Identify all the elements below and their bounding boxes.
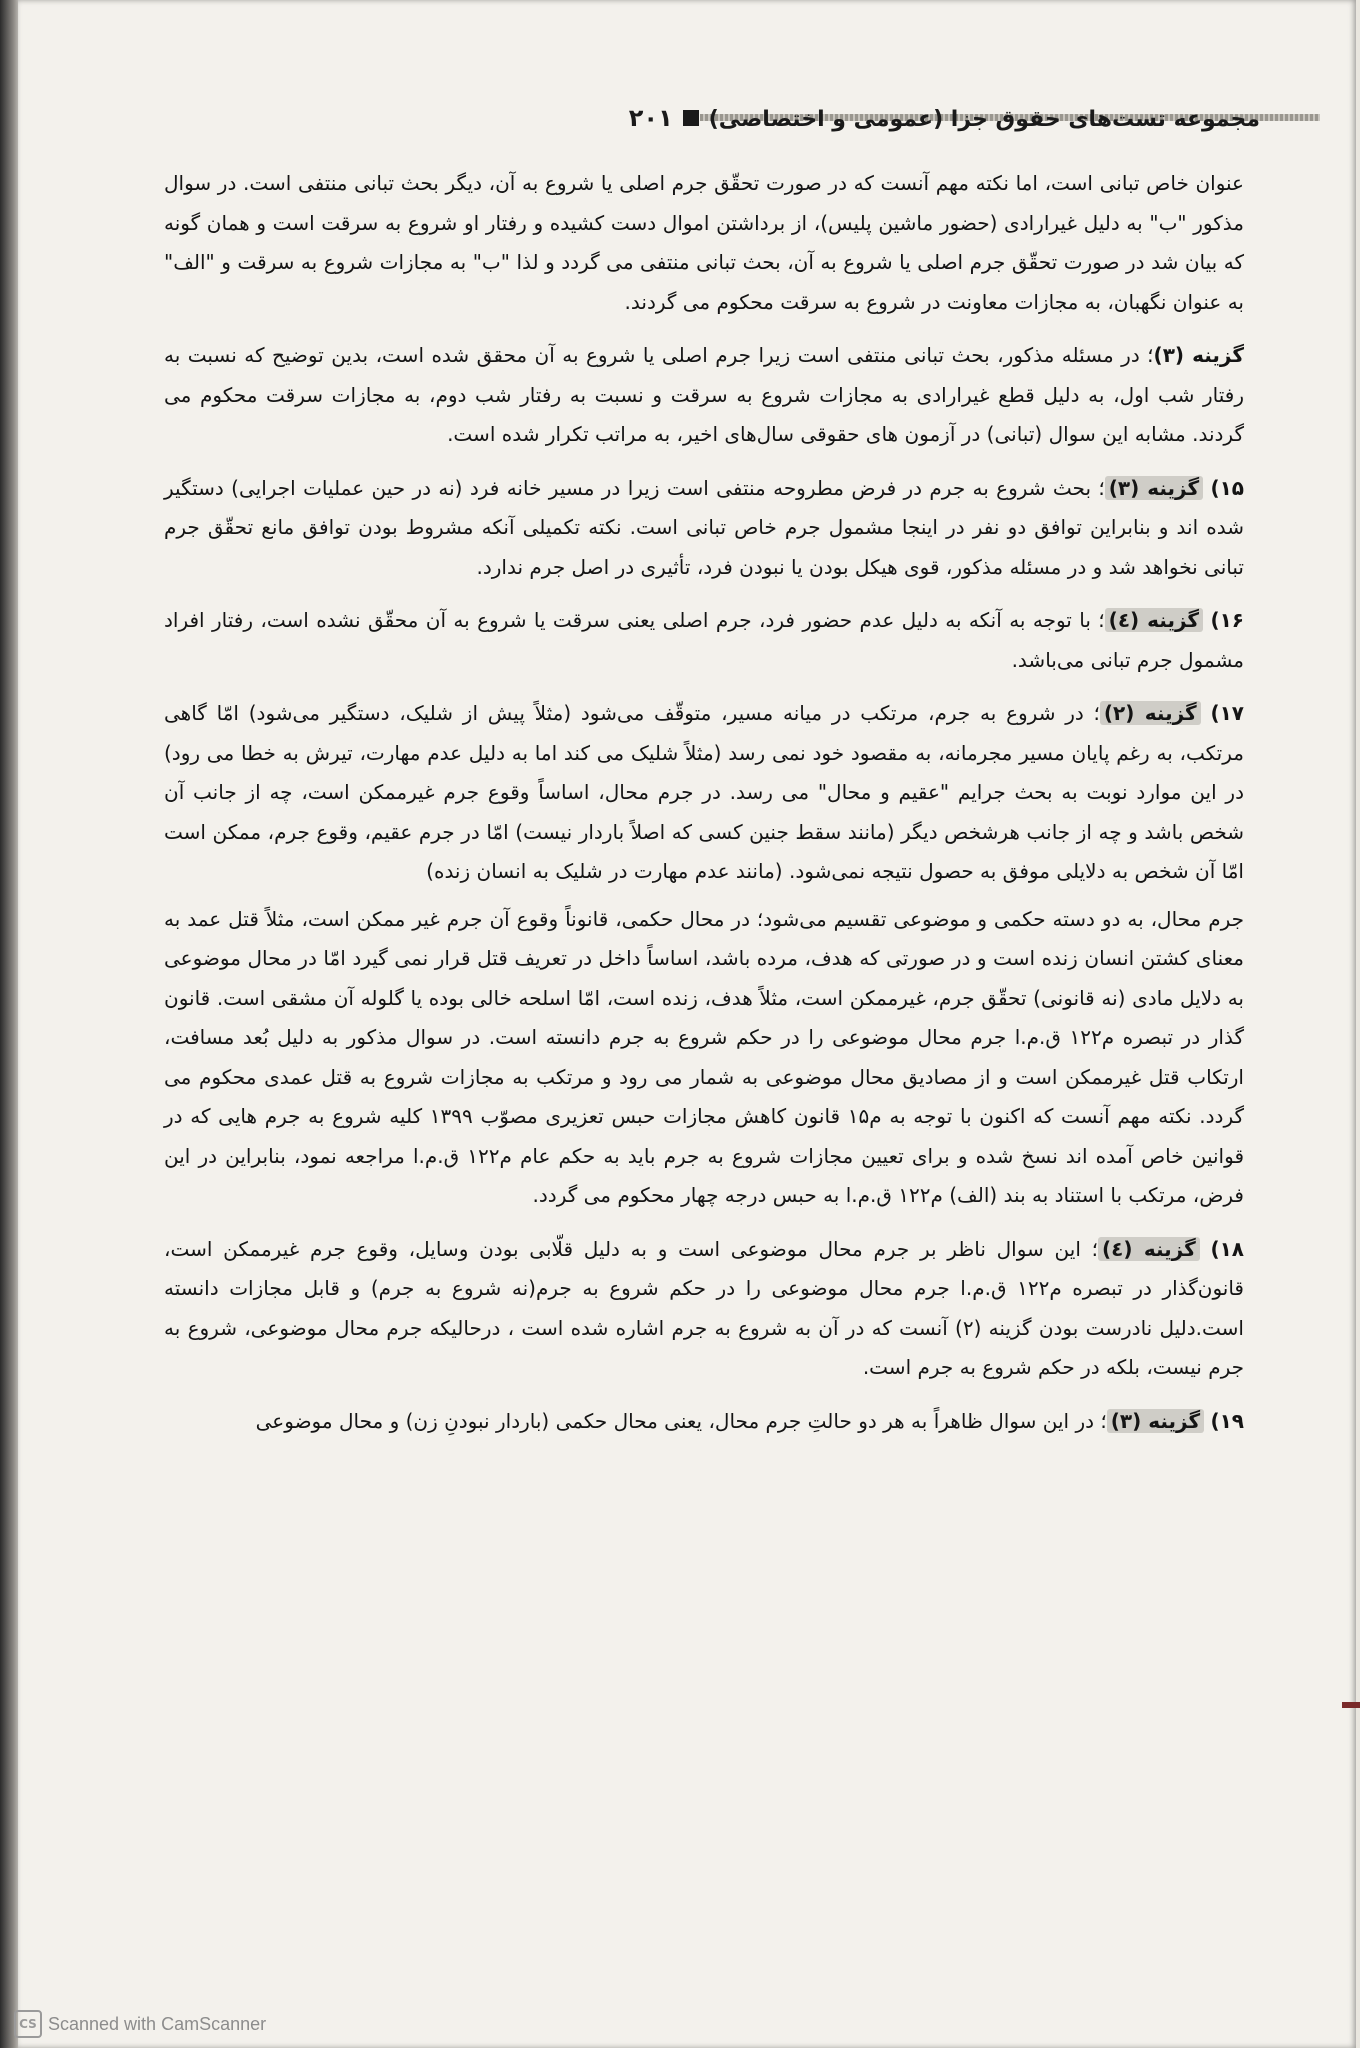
answer-17-continued: جرم محال، به دو دسته حکمی و موضوعی تقسیم می‌شود؛ در محال حکمی، قانوناً وقوع آن جرم غیر ممکن است، مثلاً قتل عمد به معنای کشتن انسان زنده است و در صورتی که هدف، مرده باشد، اساساً داخل در تعریف قتل قرار نمی گیرد امّا در محال موضوعی به دلایل مادی (نه قانونی) تحقّق جرم، غیرممکن است، مثلاً هدف، زنده است، امّا اسلحه خالی بوده یا گلوله آن مشقی است. قانون گذار در تبصره م۱۲۲ ق.م.ا جرم محال موضوعی را در حکم شروع به جرم دانسته است. در سوال مذکور به دلیل بُعد مسافت، ارتکاب قتل غیرممکن است و از مصادیق محال موضوعی به شمار می رود و مرتکب به مجازات شروع به قتل عمدی محکوم می گردد. نکته مهم آنست که اکنون با توجه به م۱۵ قانون کاهش مجازات حبس تعزیری مصوّب ۱۳۹۹ کلیه شروع به جرم هایی که در قوانین خاص آمده اند نسخ شده و برای تعیین مجازات شروع به جرم باید به حکم عام م۱۲۲ ق.م.ا مراجعه نمود، بنابراین در این فرض، مرتکب با استناد به بند (الف) م۱۲۲ ق.م.ا به حبس درجه چهار محکوم می گردد. [164, 906, 1245, 1207]
page-header [170, 92, 1260, 132]
answer-15 [164, 469, 1244, 588]
paragraph-continued: عنوان خاص تبانی است، اما نکته مهم آنست که در صورت تحقّق جرم اصلی یا شروع به آن، دیگر بحث تبانی منتفی است. در سوال مذکور "ب" به دلیل غیرارادی (حضور ماشین پلیس)، از برداشتن اموال دست کشیده و رفتار او شروع به سرقت است و همان گونه که بیان شد در صورت تحقّق جرم اصلی یا شروع به آن، بحث تبانی منتفی می گردد و لذا "ب" به مجازات شروع به سرقت و "الف" به عنوان نگهبان، به مجازات معاونت در شروع به سرقت محکوم می گردند. [164, 171, 1244, 314]
answer-text: ؛ با توجه به آنکه به دلیل عدم حضور فرد، جرم اصلی یعنی سرقت یا شروع به آن محقّق نشده است، رفتار افراد مشمول جرم تبانی می‌باشد. [164, 608, 1244, 672]
page-number: ۲۰۱ [628, 104, 673, 132]
answer-note-text: ؛ در مسئله مذکور، بحث تبانی منتفی است زیرا جرم اصلی یا شروع به آن محقق شده است، بدین توضیح که نسبت به رفتار شب اول، به دلیل قطع غیرارادی به مجازات شروع به سرقت و نسبت به رفتار شب دوم، به مجازات سرقت محکوم می گردند. مشابه این سوال (تبانی) در آزمون های حقوقی سال‌های اخیر، به مراتب تکرار شده است. [164, 343, 1244, 446]
camscanner-logo-icon: CS [14, 2010, 42, 2038]
header-square-icon [683, 110, 699, 126]
book-title: مجموعه تست‌های حقوق جزا (عمومی و اختصاصی) [708, 107, 1260, 132]
page-body [164, 164, 1244, 1455]
option-label: گزینه (۳) [1153, 343, 1244, 367]
question-number: ۱۹) [1210, 1408, 1244, 1433]
answer-18 [164, 1230, 1244, 1388]
watermark-text: Scanned with CamScanner [48, 2013, 267, 2034]
answer-16 [164, 601, 1244, 680]
answer-19 [164, 1402, 1244, 1442]
question-number: ۱۵) [1210, 475, 1245, 500]
question-number: ۱۷) [1210, 701, 1244, 725]
answer-note-paragraph [164, 336, 1244, 455]
answer-17 [164, 694, 1244, 892]
question-number: ۱۸) [1210, 1236, 1244, 1261]
page-corner-mark [1342, 1702, 1360, 1708]
scanner-watermark [14, 2010, 266, 2038]
option-label: گزینه (٤) [1098, 1237, 1200, 1261]
answer-text: ؛ در شروع به جرم، مرتکب در میانه مسیر، متوقّف می‌شود (مثلاً پیش از شلیک، دستگیر می‌شود) امّا گاهی مرتکب، به رغم پایان مسیر مجرمانه، به مقصود خود نمی رسد (مثلاً شلیک می کند اما به دلیل عدم مهارت، تیرش به خطا می رود) در این موارد نوبت به بحث جرایم "عقیم و محال" می رسد. در جرم محال، اساساً وقوع جرم غیرممکن است، چه از جانب آن شخص باشد و چه از جانب هرشخص دیگر (مانند سقط جنین کسی که اصلاً باردار نیست) امّا در جرم عقیم، وقوع جرم، ممکن است امّا آن شخص به دلایلی موفق به حصول نتیجه نمی‌شود. (مانند عدم مهارت در شلیک به انسان زنده) [164, 701, 1244, 883]
option-label: گزینه (٤) [1105, 608, 1203, 632]
answer-text: ؛ این سوال ناظر بر جرم محال موضوعی است و به دلیل قلّابی بودن وسایل، وقوع جرم غیرممکن است، قانون‌گذار در تبصره م۱۲۲ ق.م.ا جرم محال موضوعی را در حکم شروع به جرم(نه شروع به جرم) و قابل مجازات دانسته است.دلیل نادرست بودن گزینه (۲) آنست که در آن به شروع به جرم اشاره شده است ، درحالیکه جرم محال موضوعی، شروع به جرم نیست، بلکه در حکم شروع به جرم است. [164, 1236, 1244, 1379]
question-number: ۱۶) [1210, 608, 1245, 632]
answer-text: ؛ بحث شروع به جرم در فرض مطروحه منتفی است زیرا در مسیر خانه فرد (نه در حین عملیات اجرایی) دستگیر شده اند و بنابراین توافق دو نفر در اینجا مشمول جرم خاص تبانی است. نکته تکمیلی آنکه مشروط بودن توافق مانع تحقّق جرم تبانی نخواهد شد و در مسئله مذکور، قوی هیکل بودن یا نبودن فرد، تأثیری در اصل جرم ندارد. [164, 475, 1244, 579]
option-label: گزینه (۳) [1107, 1409, 1204, 1433]
option-label: گزینه (۳) [1105, 476, 1203, 500]
option-label: گزینه (۲) [1100, 701, 1201, 725]
answer-text: ؛ در این سوال ظاهراً به هر دو حالتِ جرم محال، یعنی محال حکمی (باردار نبودنِ زن) و محال موضوعی [255, 1408, 1107, 1433]
